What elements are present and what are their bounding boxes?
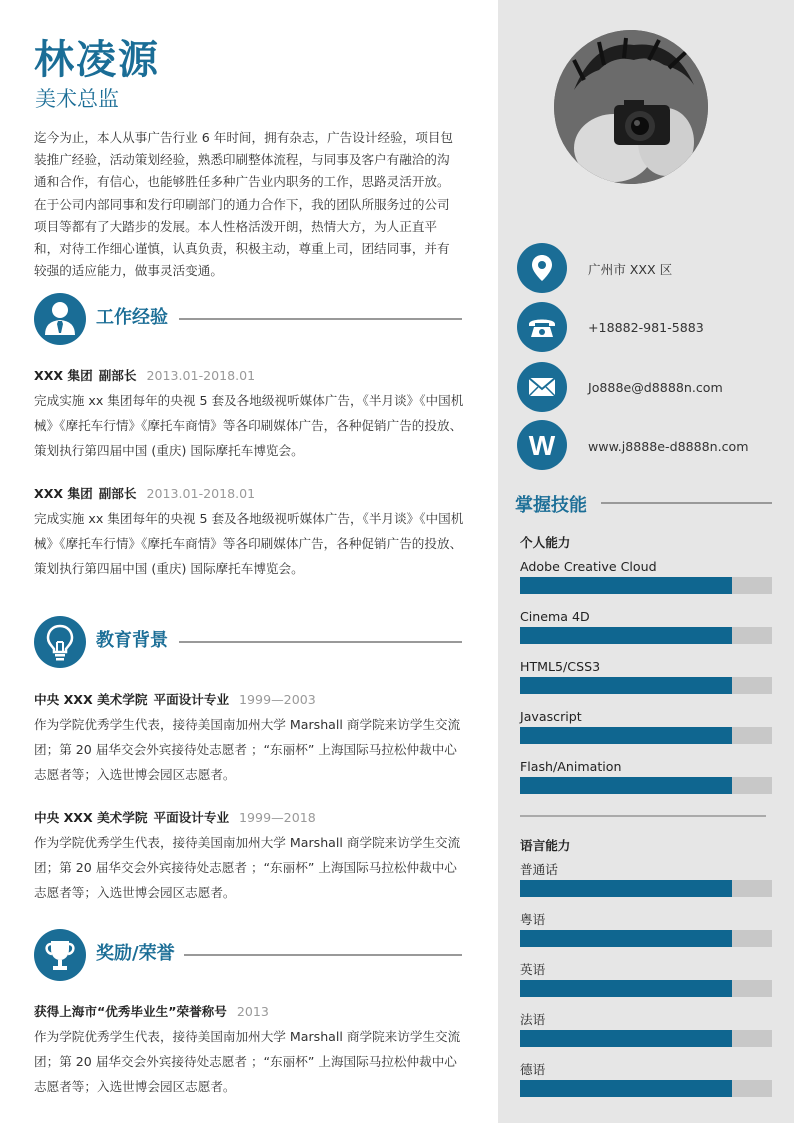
- section-divider: [184, 954, 462, 956]
- skill-bar-fill: [520, 677, 732, 694]
- skill-label: HTML5/CSS3: [520, 659, 601, 674]
- language-bar-fill: [520, 880, 732, 897]
- language-bar-track: [520, 880, 772, 897]
- language-bar-fill: [520, 1030, 732, 1047]
- entry-org: 中央 XXX 美术学院: [34, 692, 148, 707]
- entry-org: XXX 集团: [34, 486, 93, 501]
- skill-bar-track: [520, 577, 772, 594]
- skill-bar-fill: [520, 627, 732, 644]
- entry-description: 完成实施 xx 集团每年的央视 5 套及各地级视听媒体广告，《半月谈》《中国机械》《摩托车行情》《摩托车商情》等各印刷媒体广告，各种促销广告的投放、策划执行第四届中国 (重庆) 国际摩托车博览会。: [34, 511, 464, 576]
- entry-org: XXX 集团: [34, 368, 93, 383]
- award-entry: [34, 1002, 464, 1099]
- candidate-name: 林凌源: [34, 37, 160, 83]
- language-label: 德语: [520, 1062, 546, 1077]
- work-entry: [34, 484, 464, 581]
- svg-text:W: W: [528, 430, 556, 461]
- entry-date: 2013.01-2018.01: [146, 368, 256, 383]
- envelope-icon: [517, 362, 567, 412]
- skill-bar-fill: [520, 577, 732, 594]
- entry-date: 2013.01-2018.01: [146, 486, 256, 501]
- candidate-role: 美术总监: [35, 87, 119, 111]
- skill-label: Cinema 4D: [520, 609, 590, 624]
- entry-position: 副部长: [98, 368, 137, 383]
- skills-divider: [520, 815, 766, 817]
- trophy-icon: [34, 929, 86, 981]
- language-label: 英语: [520, 962, 546, 977]
- contact-address: 广州市 XXX 区: [588, 262, 673, 277]
- skill-bar-fill: [520, 727, 732, 744]
- education-entry: [34, 690, 464, 787]
- skill-label: Javascript: [520, 709, 582, 724]
- lightbulb-icon: [34, 616, 86, 668]
- language-skills-title: 语言能力: [520, 838, 571, 853]
- education-entry: [34, 808, 464, 905]
- skill-bar-track: [520, 677, 772, 694]
- skills-section-title: 掌握技能: [515, 495, 587, 516]
- language-bar-track: [520, 1030, 772, 1047]
- entry-description: 完成实施 xx 集团每年的央视 5 套及各地级视听媒体广告，《半月谈》《中国机械》《摩托车行情》《摩托车商情》等各印刷媒体广告，各种促销广告的投放、策划执行第四届中国 (重庆) 国际摩托车博览会。: [34, 393, 464, 458]
- profile-photo: [554, 30, 708, 184]
- personal-skills-title: 个人能力: [520, 535, 571, 550]
- contact-website[interactable]: www.j8888e-d8888n.com: [588, 439, 749, 454]
- entry-org: 中央 XXX 美术学院: [34, 810, 148, 825]
- language-bar-fill: [520, 1080, 732, 1097]
- language-bar-fill: [520, 980, 732, 997]
- person-tie-icon: [34, 293, 86, 345]
- entry-position: 平面设计专业: [153, 692, 230, 707]
- skill-bar-fill: [520, 777, 732, 794]
- section-divider: [179, 318, 462, 320]
- contact-phone: +18882-981-5883: [588, 320, 704, 335]
- skill-label: Adobe Creative Cloud: [520, 559, 657, 574]
- entry-position: 副部长: [98, 486, 137, 501]
- entry-description: 作为学院优秀学生代表，接待美国南加州大学 Marshall 商学院来访学生交流团；第 20 届华交会外宾接待处志愿者 ；“东丽杯” 上海国际马拉松仲裁中心志愿者等；入选世博会园区志愿者。: [34, 1029, 461, 1094]
- language-label: 普通话: [520, 862, 558, 877]
- entry-org: 获得上海市“优秀毕业生”荣誉称号: [34, 1004, 227, 1019]
- skill-bar-track: [520, 727, 772, 744]
- language-label: 法语: [520, 1012, 546, 1027]
- entry-description: 作为学院优秀学生代表，接待美国南加州大学 Marshall 商学院来访学生交流团；第 20 届华交会外宾接待处志愿者 ；“东丽杯” 上海国际马拉松仲裁中心志愿者等；入选世博会园区志愿者。: [34, 835, 461, 900]
- education-section-title: 教育背景: [96, 630, 168, 651]
- section-divider: [601, 502, 772, 504]
- skill-label: Flash/Animation: [520, 759, 622, 774]
- award-section-title: 奖励/荣誉: [96, 943, 175, 964]
- entry-description: 作为学院优秀学生代表，接待美国南加州大学 Marshall 商学院来访学生交流团；第 20 届华交会外宾接待处志愿者 ；“东丽杯” 上海国际马拉松仲裁中心志愿者等；入选世博会园区志愿者。: [34, 717, 461, 782]
- language-label: 粤语: [520, 912, 546, 927]
- work-section-title: 工作经验: [96, 307, 168, 328]
- section-divider: [179, 641, 462, 643]
- intro-paragraph: 迄今为止，本人从事广告行业 6 年时间，拥有杂志，广告设计经验，项目包装推广经验，活动策划经验，熟悉印刷整体流程，与同事及客户有融洽的沟通和合作，有信心，也能够胜任多种广告业内职务的工作，思路灵活开放。在于公司内部同事和发行印刷部门的通力合作下，我的团队所服务过的公司项目等都有了大踏步的发展。本人性格活泼开朗，热情大方，为人正直平和，对待工作细心谨慎，认真负责，积极主动，尊重上司，团结同事，并有较强的适应能力，做事灵活变通。: [34, 130, 454, 279]
- work-entry: [34, 366, 464, 463]
- entry-date: 1999—2003: [239, 692, 316, 707]
- language-bar-fill: [520, 930, 732, 947]
- skill-bar-track: [520, 627, 772, 644]
- language-bar-track: [520, 930, 772, 947]
- entry-date: 1999—2018: [239, 810, 316, 825]
- entry-position: 平面设计专业: [153, 810, 230, 825]
- language-bar-track: [520, 1080, 772, 1097]
- language-bar-track: [520, 980, 772, 997]
- entry-date: 2013: [236, 1004, 269, 1019]
- location-pin-icon: [517, 243, 567, 293]
- telephone-icon: [517, 302, 567, 352]
- skill-bar-track: [520, 777, 772, 794]
- contact-email[interactable]: Jo888e@d8888n.com: [588, 380, 723, 395]
- website-w-icon: [517, 420, 567, 470]
